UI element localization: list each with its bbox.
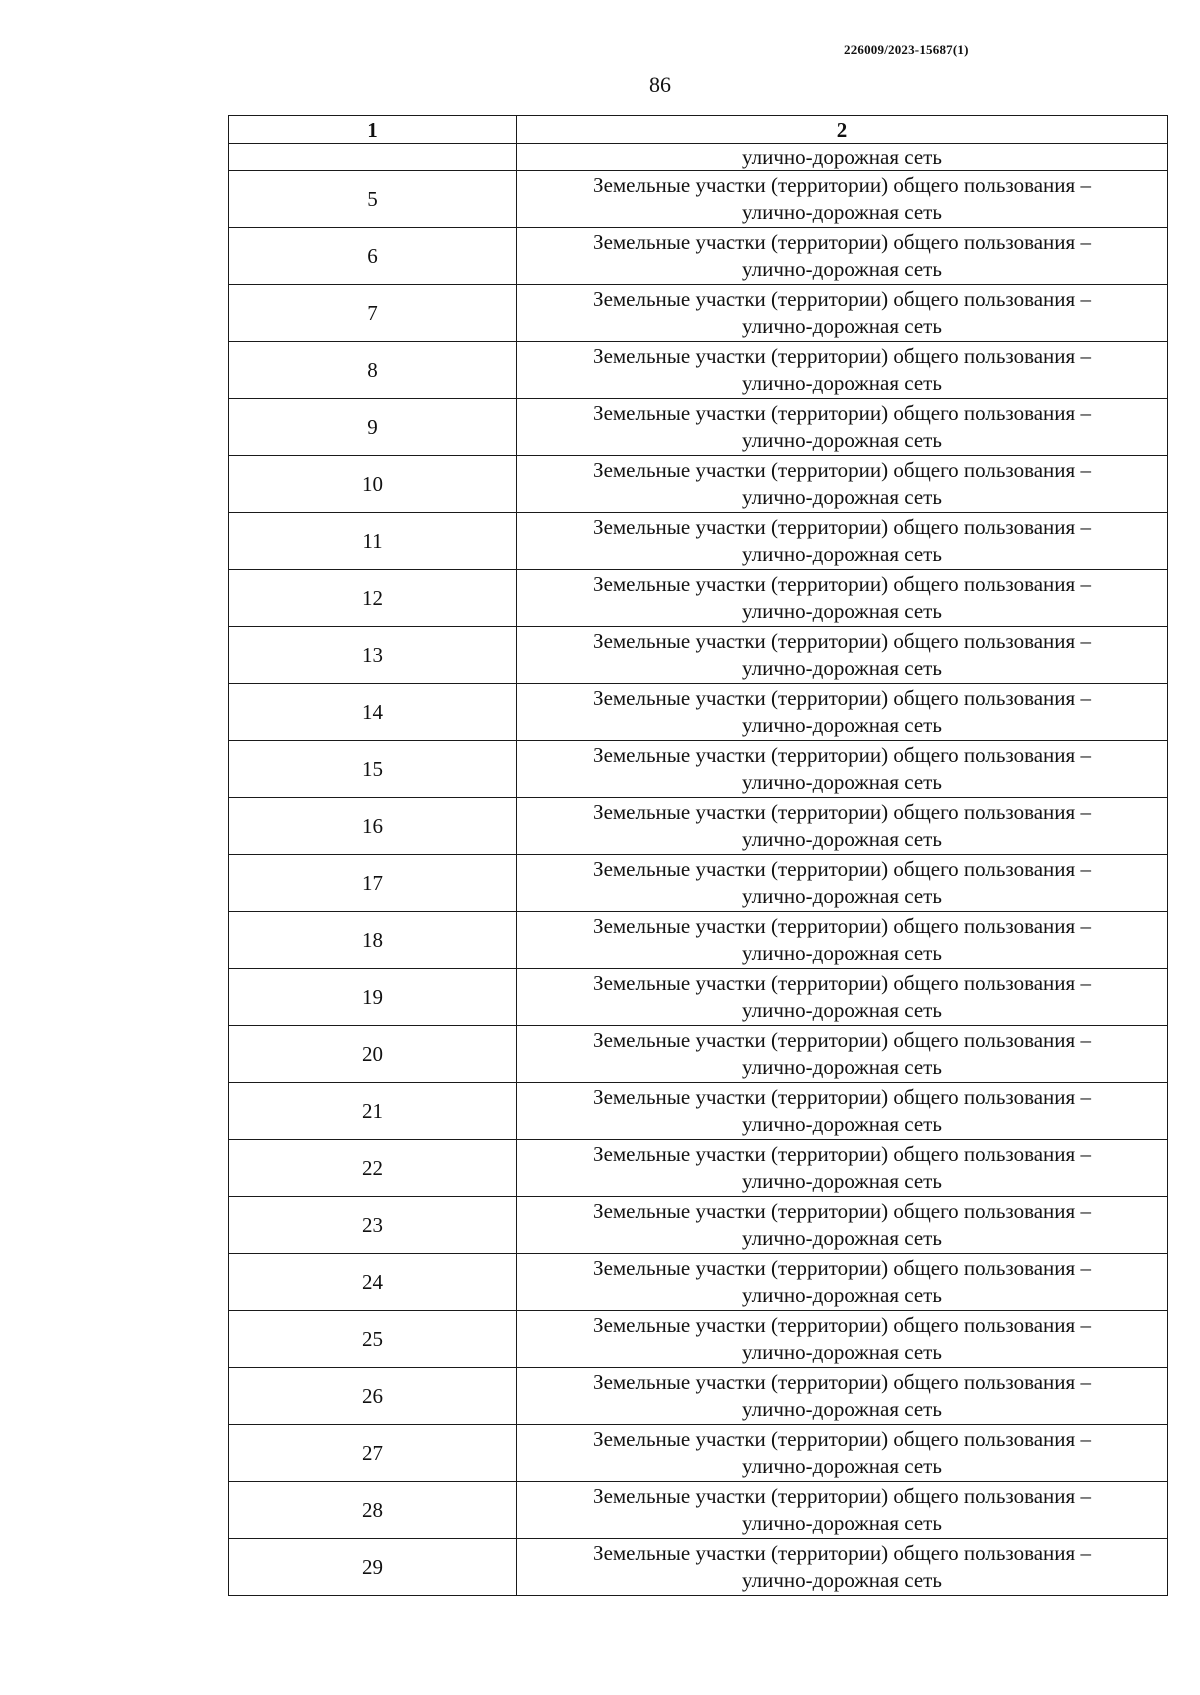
row-number-cell: 25 bbox=[229, 1311, 517, 1368]
row-description-cell bbox=[517, 342, 1168, 399]
row-number-cell: 29 bbox=[229, 1539, 517, 1596]
row-description-cell bbox=[517, 1368, 1168, 1425]
description-line-1: Земельные участки (территории) общего пользования – bbox=[593, 1427, 1091, 1451]
table-row bbox=[229, 627, 1168, 684]
table-row bbox=[229, 855, 1168, 912]
table-row bbox=[229, 684, 1168, 741]
row-description-cell bbox=[517, 1482, 1168, 1539]
description-line-1: Земельные участки (территории) общего пользования – bbox=[593, 1370, 1091, 1394]
row-description-cell bbox=[517, 1425, 1168, 1482]
description-line-2: улично-дорожная сеть bbox=[742, 713, 942, 737]
table-body bbox=[229, 116, 1168, 1596]
description-line-1: Земельные участки (территории) общего пользования – bbox=[593, 1313, 1091, 1337]
description-line-1: Земельные участки (территории) общего пользования – bbox=[593, 914, 1091, 938]
table-row bbox=[229, 228, 1168, 285]
description-line-2: улично-дорожная сеть bbox=[742, 1340, 942, 1364]
row-number-cell: 16 bbox=[229, 798, 517, 855]
row-description-cell bbox=[517, 798, 1168, 855]
description-line-1: Земельные участки (территории) общего пользования – bbox=[593, 800, 1091, 824]
zones-table bbox=[228, 115, 1168, 1596]
description-line-2: улично-дорожная сеть bbox=[742, 1055, 942, 1079]
description-line-1: Земельные участки (территории) общего пользования – bbox=[593, 230, 1091, 254]
row-number-cell: 23 bbox=[229, 1197, 517, 1254]
row-description-cell bbox=[517, 1083, 1168, 1140]
description-line-1: Земельные участки (территории) общего пользования – bbox=[593, 401, 1091, 425]
table-row bbox=[229, 570, 1168, 627]
table-row bbox=[229, 1539, 1168, 1596]
row-description-cell bbox=[517, 1539, 1168, 1596]
row-description-cell bbox=[517, 228, 1168, 285]
row-number-cell: 12 bbox=[229, 570, 517, 627]
row-description-cell bbox=[517, 570, 1168, 627]
row-description-cell bbox=[517, 1311, 1168, 1368]
row-description-cell bbox=[517, 627, 1168, 684]
description-line-2: улично-дорожная сеть bbox=[742, 599, 942, 623]
row-description-cell bbox=[517, 399, 1168, 456]
row-description-cell bbox=[517, 1254, 1168, 1311]
table-row bbox=[229, 171, 1168, 228]
row-number-cell: 5 bbox=[229, 171, 517, 228]
table-row bbox=[229, 513, 1168, 570]
table-row bbox=[229, 798, 1168, 855]
row-number-cell: 11 bbox=[229, 513, 517, 570]
description-line-1: Земельные участки (территории) общего пользования – bbox=[593, 1484, 1091, 1508]
row-description-cell bbox=[517, 456, 1168, 513]
description-line-1: Земельные участки (территории) общего пользования – bbox=[593, 1085, 1091, 1109]
row-number-cell: 13 bbox=[229, 627, 517, 684]
continuation-text-cell: улично-дорожная сеть bbox=[517, 144, 1168, 171]
document-id: 226009/2023-15687(1) bbox=[844, 42, 969, 57]
description-line-2: улично-дорожная сеть bbox=[742, 941, 942, 965]
row-description-cell bbox=[517, 969, 1168, 1026]
description-line-2: улично-дорожная сеть bbox=[742, 827, 942, 851]
description-line-2: улично-дорожная сеть bbox=[742, 1283, 942, 1307]
description-line-1: Земельные участки (территории) общего пользования – bbox=[593, 572, 1091, 596]
description-line-2: улично-дорожная сеть bbox=[742, 200, 942, 224]
table-row bbox=[229, 1026, 1168, 1083]
table-row bbox=[229, 1140, 1168, 1197]
page-number: 86 bbox=[649, 72, 671, 97]
description-line-2: улично-дорожная сеть bbox=[742, 542, 942, 566]
row-description-cell bbox=[517, 855, 1168, 912]
table-header-row bbox=[229, 116, 1168, 144]
row-number-cell: 10 bbox=[229, 456, 517, 513]
description-line-1: Земельные участки (территории) общего пользования – bbox=[593, 515, 1091, 539]
description-line-2: улично-дорожная сеть bbox=[742, 1169, 942, 1193]
row-number-cell: 22 bbox=[229, 1140, 517, 1197]
row-number-cell: 27 bbox=[229, 1425, 517, 1482]
row-number-cell: 7 bbox=[229, 285, 517, 342]
description-line-1: Земельные участки (территории) общего пользования – bbox=[593, 1541, 1091, 1565]
row-description-cell bbox=[517, 741, 1168, 798]
description-line-2: улично-дорожная сеть bbox=[742, 998, 942, 1022]
description-line-1: Земельные участки (территории) общего пользования – bbox=[593, 1142, 1091, 1166]
row-number-cell: 9 bbox=[229, 399, 517, 456]
description-line-1: Земельные участки (территории) общего пользования – bbox=[593, 686, 1091, 710]
row-number-cell: 14 bbox=[229, 684, 517, 741]
column-header-1: 1 bbox=[229, 116, 517, 144]
description-line-2: улично-дорожная сеть bbox=[742, 1568, 942, 1592]
description-line-2: улично-дорожная сеть bbox=[742, 1397, 942, 1421]
table-row bbox=[229, 1311, 1168, 1368]
table-row bbox=[229, 1425, 1168, 1482]
table-row bbox=[229, 399, 1168, 456]
table-row bbox=[229, 912, 1168, 969]
description-line-2: улично-дорожная сеть bbox=[742, 485, 942, 509]
description-line-2: улично-дорожная сеть bbox=[742, 1511, 942, 1535]
description-line-2: улично-дорожная сеть bbox=[742, 257, 942, 281]
table-row bbox=[229, 342, 1168, 399]
row-number-cell: 28 bbox=[229, 1482, 517, 1539]
row-description-cell bbox=[517, 684, 1168, 741]
description-line-1: Земельные участки (территории) общего пользования – bbox=[593, 344, 1091, 368]
table-row bbox=[229, 456, 1168, 513]
continuation-number-cell bbox=[229, 144, 517, 171]
description-line-2: улично-дорожная сеть bbox=[742, 884, 942, 908]
row-number-cell: 21 bbox=[229, 1083, 517, 1140]
table-row bbox=[229, 1368, 1168, 1425]
description-line-1: Земельные участки (территории) общего пользования – bbox=[593, 1199, 1091, 1223]
description-line-2: улично-дорожная сеть bbox=[742, 1226, 942, 1250]
table-row bbox=[229, 1197, 1168, 1254]
description-line-2: улично-дорожная сеть bbox=[742, 371, 942, 395]
row-description-cell bbox=[517, 285, 1168, 342]
description-line-1: Земельные участки (территории) общего пользования – bbox=[593, 971, 1091, 995]
zones-table-container bbox=[228, 115, 1168, 1596]
table-row bbox=[229, 741, 1168, 798]
table-row bbox=[229, 969, 1168, 1026]
row-number-cell: 6 bbox=[229, 228, 517, 285]
description-line-2: улично-дорожная сеть bbox=[742, 770, 942, 794]
row-number-cell: 18 bbox=[229, 912, 517, 969]
description-line-1: Земельные участки (территории) общего пользования – bbox=[593, 458, 1091, 482]
continuation-row bbox=[229, 144, 1168, 171]
row-number-cell: 8 bbox=[229, 342, 517, 399]
row-number-cell: 26 bbox=[229, 1368, 517, 1425]
row-number-cell: 20 bbox=[229, 1026, 517, 1083]
table-row bbox=[229, 1254, 1168, 1311]
row-number-cell: 15 bbox=[229, 741, 517, 798]
description-line-1: Земельные участки (территории) общего пользования – bbox=[593, 173, 1091, 197]
table-row bbox=[229, 285, 1168, 342]
row-description-cell bbox=[517, 912, 1168, 969]
table-row bbox=[229, 1083, 1168, 1140]
description-line-1: Земельные участки (территории) общего пользования – bbox=[593, 857, 1091, 881]
description-line-1: Земельные участки (территории) общего пользования – bbox=[593, 1028, 1091, 1052]
description-line-1: Земельные участки (территории) общего пользования – bbox=[593, 1256, 1091, 1280]
column-header-2: 2 bbox=[517, 116, 1168, 144]
description-line-1: Земельные участки (территории) общего пользования – bbox=[593, 287, 1091, 311]
description-line-2: улично-дорожная сеть bbox=[742, 656, 942, 680]
row-description-cell bbox=[517, 1026, 1168, 1083]
description-line-2: улично-дорожная сеть bbox=[742, 428, 942, 452]
row-number-cell: 24 bbox=[229, 1254, 517, 1311]
description-line-2: улично-дорожная сеть bbox=[742, 314, 942, 338]
description-line-2: улично-дорожная сеть bbox=[742, 1112, 942, 1136]
row-number-cell: 19 bbox=[229, 969, 517, 1026]
description-line-1: Земельные участки (территории) общего пользования – bbox=[593, 743, 1091, 767]
table-row bbox=[229, 1482, 1168, 1539]
row-description-cell bbox=[517, 1140, 1168, 1197]
description-line-1: Земельные участки (территории) общего пользования – bbox=[593, 629, 1091, 653]
row-number-cell: 17 bbox=[229, 855, 517, 912]
row-description-cell bbox=[517, 171, 1168, 228]
row-description-cell bbox=[517, 513, 1168, 570]
row-description-cell bbox=[517, 1197, 1168, 1254]
description-line-2: улично-дорожная сеть bbox=[742, 1454, 942, 1478]
